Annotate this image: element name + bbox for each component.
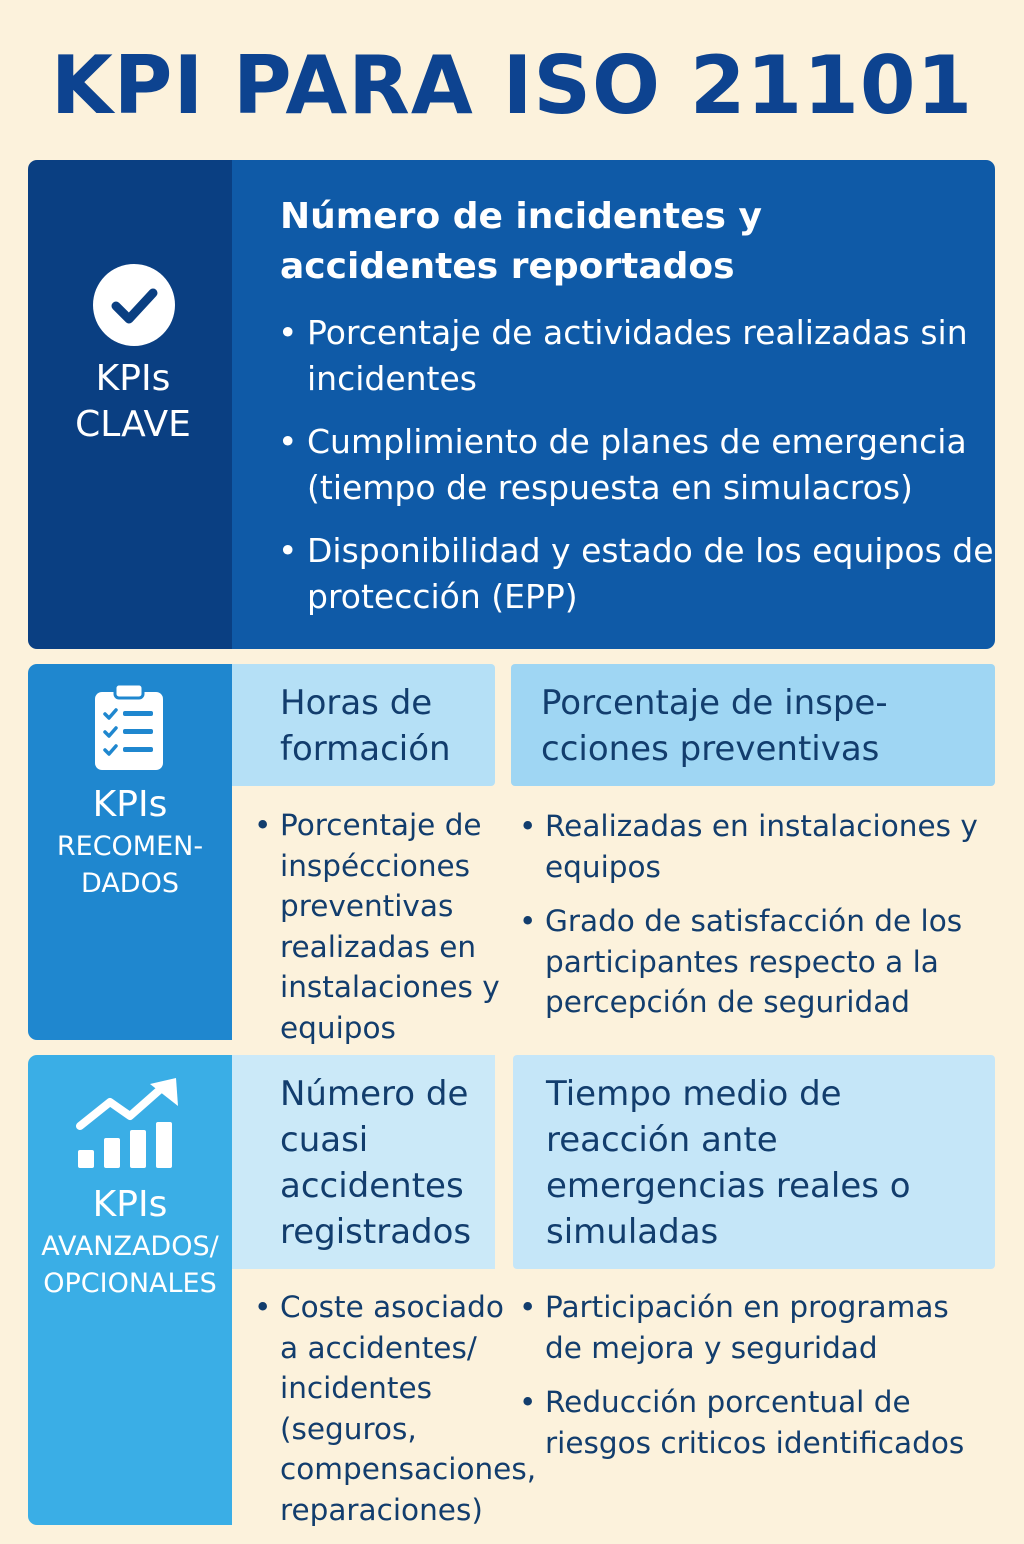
list-item: • Porcentaje de actividades realizadas sin incidentes (278, 310, 998, 402)
list-item: • Cumplimiento de planes de emergencia (tiempo de respuesta en simulacros) (278, 419, 998, 511)
list-item: • Reducción porcentual de riesgos criticos identificados (519, 1382, 989, 1463)
label-opcionales: OPCIONALES (43, 1268, 217, 1299)
list-item: • Realizadas en instalaciones y equipos (519, 806, 989, 887)
inspecciones-heading: Porcentaje de inspe-cciones preventivas (541, 683, 888, 769)
label-kpis: KPIs (95, 358, 171, 399)
cuasi-accidentes-heading: Número de cuasi accidentes registrados (280, 1074, 472, 1252)
kpis-clave-heading: Número de incidentes y accidentes reportados (280, 196, 762, 287)
growth-chart-icon (76, 1076, 182, 1170)
horas-formacion-heading: Horas de formación (280, 683, 451, 769)
list-item: • Coste asociado a accidentes/ incidentes (seguros, compensaciones, reparaciones) (254, 1287, 524, 1530)
label-clave: CLAVE (75, 404, 191, 445)
label-kpis: KPIs (92, 1184, 168, 1225)
avanzados-col1-list (254, 1287, 537, 1544)
kpis-recomendados-label (28, 782, 232, 902)
tiempo-reaccion-heading: Tiempo medio de reacción ante emergencias reales o simuladas (546, 1074, 911, 1252)
list-item: • Participación en programas de mejora y seguridad (519, 1287, 989, 1368)
recomendados-col1-list (254, 805, 526, 1062)
clipboard-checklist-icon (93, 680, 165, 772)
list-item: • Disponibilidad y estado de los equipos de protección (EPP) (278, 528, 998, 620)
label-avanzados: AVANZADOS/ (41, 1231, 219, 1262)
kpis-clave-list (278, 310, 998, 637)
list-item: • Porcentaje de inspécciones preventivas realizadas en instalaciones y equipos (254, 805, 526, 1048)
label-recomen: RECOMEN- (56, 831, 204, 862)
page-title: KPI PARA ISO 21101 (50, 39, 974, 132)
list-item: • Grado de satisfacción de los participantes respecto a la percepción de seguridad (519, 901, 989, 1023)
label-kpis: KPIs (92, 784, 168, 825)
avanzados-col2-list (519, 1287, 989, 1477)
kpis-avanzados-label (28, 1182, 232, 1302)
label-dados: DADOS (81, 868, 179, 899)
check-circle-icon (93, 264, 175, 346)
recomendados-col2-list (519, 806, 989, 1037)
kpis-clave-label (28, 356, 238, 448)
